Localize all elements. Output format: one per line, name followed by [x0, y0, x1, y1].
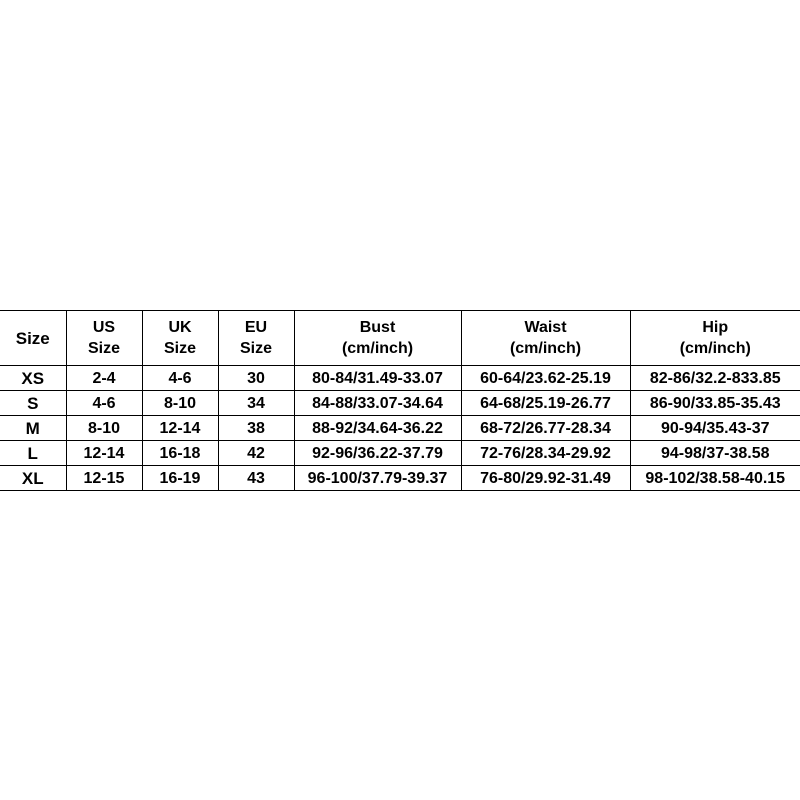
cell-us-size: 2-4: [66, 366, 142, 391]
table-row: [0, 416, 800, 441]
header-row: [0, 311, 800, 366]
cell-uk-size: 12-14: [142, 416, 218, 441]
cell-eu-size: 34: [218, 391, 294, 416]
size-chart-table: [0, 310, 800, 491]
header-bust: Bust (cm/inch): [294, 311, 461, 366]
cell-size: XS: [0, 366, 66, 391]
cell-size: XL: [0, 466, 66, 491]
cell-eu-size: 30: [218, 366, 294, 391]
cell-uk-size: 4-6: [142, 366, 218, 391]
cell-size: S: [0, 391, 66, 416]
cell-us-size: 4-6: [66, 391, 142, 416]
cell-waist: 60-64/23.62-25.19: [461, 366, 630, 391]
cell-bust: 92-96/36.22-37.79: [294, 441, 461, 466]
header-us-size: US Size: [66, 311, 142, 366]
cell-eu-size: 38: [218, 416, 294, 441]
cell-bust: 80-84/31.49-33.07: [294, 366, 461, 391]
cell-bust: 96-100/37.79-39.37: [294, 466, 461, 491]
header-hip: Hip (cm/inch): [630, 311, 800, 366]
header-eu-size: EU Size: [218, 311, 294, 366]
table-row: [0, 391, 800, 416]
table-row: [0, 366, 800, 391]
cell-size: M: [0, 416, 66, 441]
cell-eu-size: 42: [218, 441, 294, 466]
cell-uk-size: 8-10: [142, 391, 218, 416]
cell-us-size: 8-10: [66, 416, 142, 441]
cell-size: L: [0, 441, 66, 466]
cell-waist: 64-68/25.19-26.77: [461, 391, 630, 416]
cell-hip: 94-98/37-38.58: [630, 441, 800, 466]
header-uk-size: UK Size: [142, 311, 218, 366]
cell-bust: 88-92/34.64-36.22: [294, 416, 461, 441]
header-waist: Waist (cm/inch): [461, 311, 630, 366]
header-size: Size: [0, 311, 66, 366]
cell-hip: 82-86/32.2-833.85: [630, 366, 800, 391]
table-row: [0, 441, 800, 466]
cell-hip: 86-90/33.85-35.43: [630, 391, 800, 416]
table-row: [0, 466, 800, 491]
cell-us-size: 12-15: [66, 466, 142, 491]
cell-bust: 84-88/33.07-34.64: [294, 391, 461, 416]
cell-waist: 72-76/28.34-29.92: [461, 441, 630, 466]
cell-uk-size: 16-19: [142, 466, 218, 491]
cell-waist: 76-80/29.92-31.49: [461, 466, 630, 491]
cell-uk-size: 16-18: [142, 441, 218, 466]
cell-waist: 68-72/26.77-28.34: [461, 416, 630, 441]
cell-us-size: 12-14: [66, 441, 142, 466]
cell-hip: 90-94/35.43-37: [630, 416, 800, 441]
cell-hip: 98-102/38.58-40.15: [630, 466, 800, 491]
cell-eu-size: 43: [218, 466, 294, 491]
